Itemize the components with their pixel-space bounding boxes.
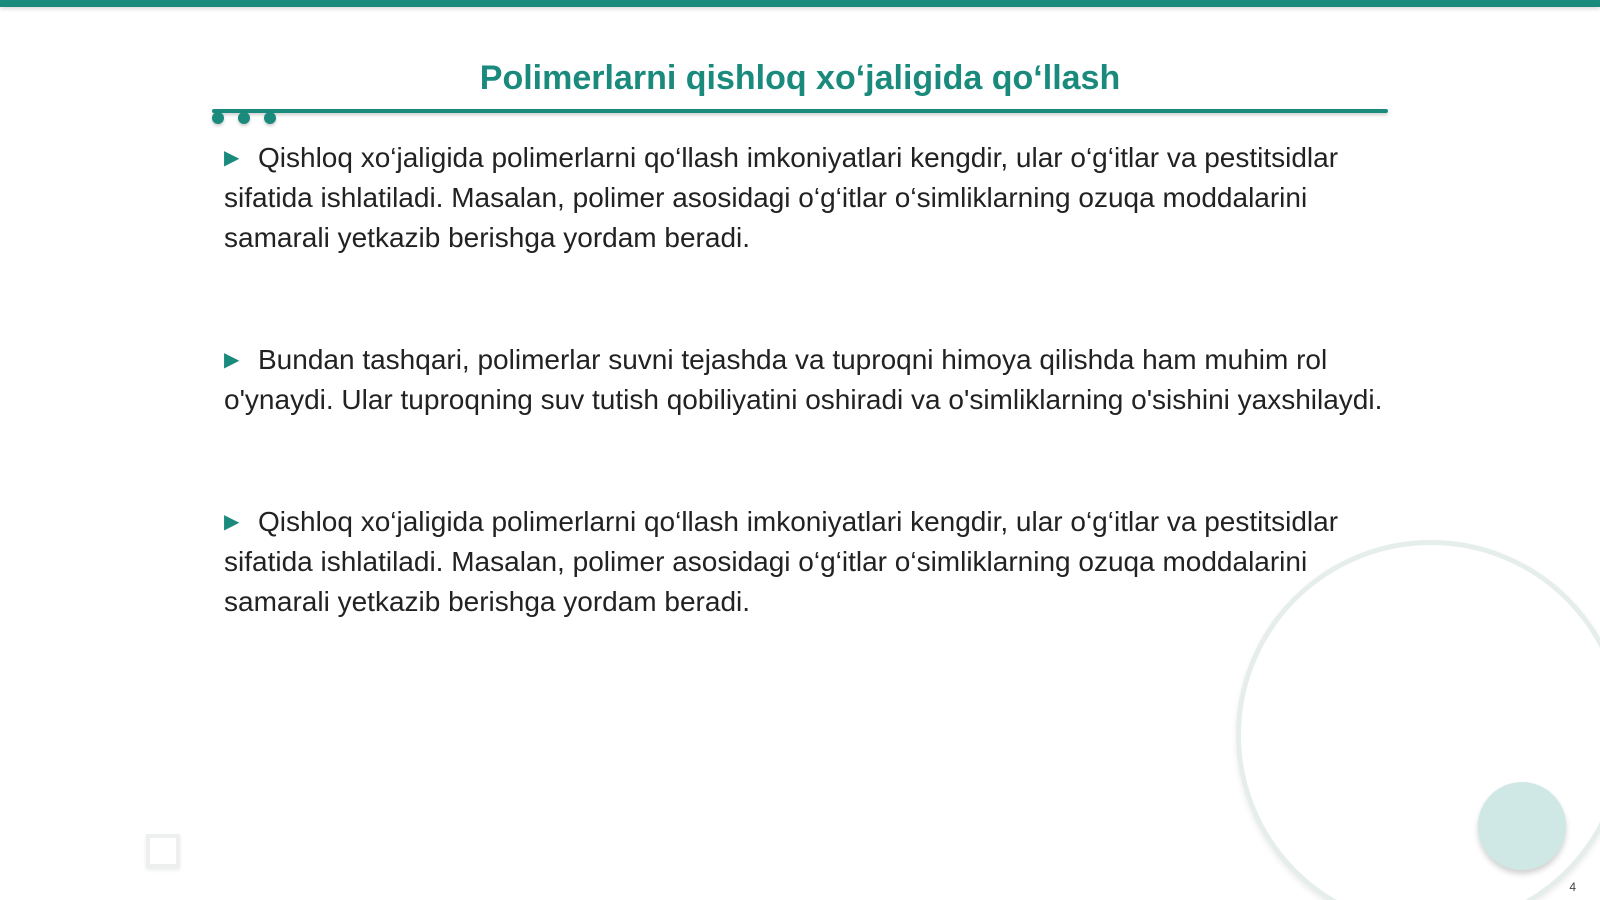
bullet-paragraph xyxy=(224,502,1384,622)
paragraph-text: Qishloq xo‘jaligida polimerlarni qo‘llash imkoniyatlari kengdir, ular o‘g‘itlar va pestitsidlar sifatida ishlatiladi. Masalan, polimer asosidagi o‘g‘itlar o‘simliklarning ozuqa moddalarini samarali yetkazib berishga yordam beradi. xyxy=(224,506,1339,617)
triangle-bullet-icon: ▶ xyxy=(224,511,240,533)
title-underline xyxy=(212,109,1388,113)
triangle-bullet-icon: ▶ xyxy=(224,349,240,371)
triangle-bullet-icon: ▶ xyxy=(224,147,240,169)
top-accent-bar xyxy=(0,0,1600,7)
slide-body xyxy=(224,138,1384,704)
bullet-paragraph xyxy=(224,138,1384,258)
decor-dot xyxy=(212,112,224,124)
page-number: 4 xyxy=(1569,880,1576,894)
paragraph-text: Bundan tashqari, polimerlar suvni tejashda va tuproqni himoya qilishda ham muhim rol o'ynaydi. Ular tuproqning suv tutish qobiliyatini oshiradi va o'simliklarning o'sishini yaxshilaydi. xyxy=(224,344,1383,415)
slide-title: Polimerlarni qishloq xo‘jaligida qo‘llash xyxy=(479,59,1121,97)
paragraph-text: Qishloq xo‘jaligida polimerlarni qo‘llash imkoniyatlari kengdir, ular o‘g‘itlar va pestitsidlar sifatida ishlatiladi. Masalan, polimer asosidagi o‘g‘itlar o‘simliklarning ozuqa moddalarini samarali yetkazib berishga yordam beradi. xyxy=(224,142,1339,253)
bullet-paragraph xyxy=(224,340,1384,420)
decor-dot xyxy=(264,112,276,124)
decor-dot xyxy=(238,112,250,124)
decor-circle xyxy=(1478,782,1566,870)
decor-square xyxy=(146,834,180,868)
